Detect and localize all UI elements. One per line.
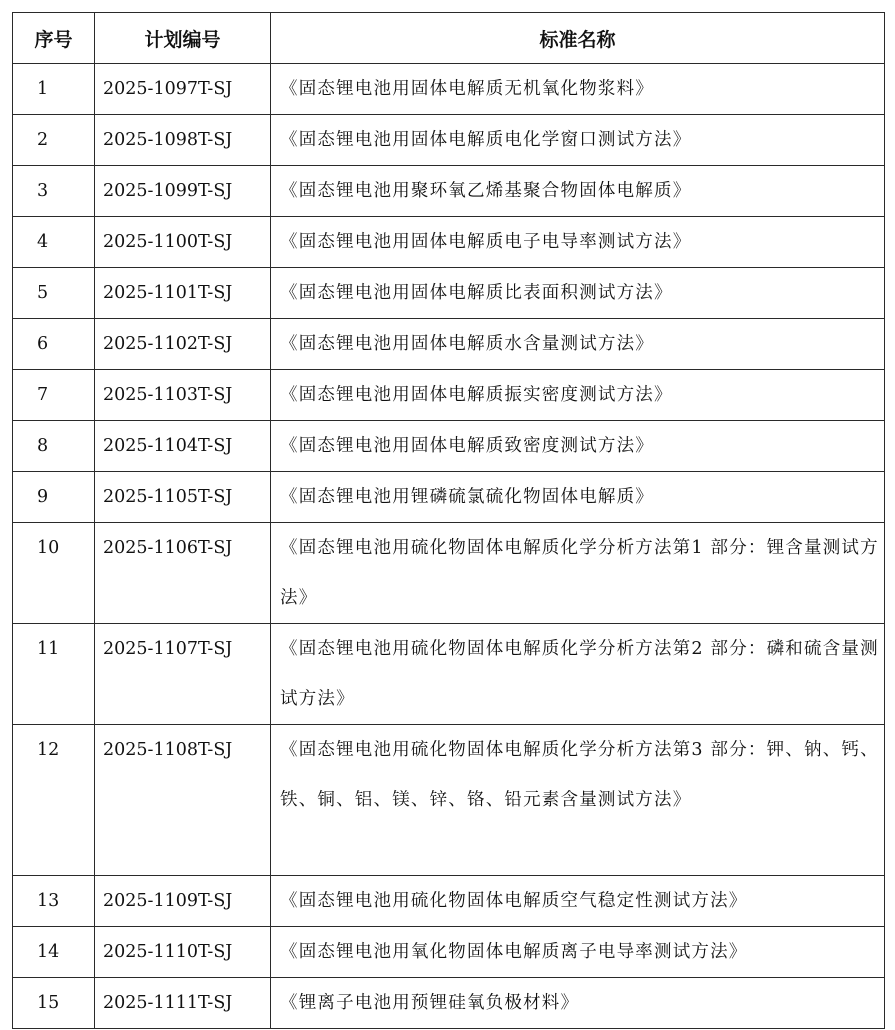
table-row: [13, 624, 885, 725]
standard-name-cell: 《固态锂电池用固体电解质无机氧化物浆料》: [271, 64, 885, 115]
standard-name-cell: 《固态锂电池用硫化物固体电解质化学分析方法第2 部分：磷和硫含量测试方法》: [271, 624, 885, 725]
table-row: [13, 472, 885, 523]
serial-number-cell: 13: [13, 876, 95, 927]
standard-name-cell: 《锂离子电池用预锂硅氧负极材料》: [271, 978, 885, 1029]
plan-number-cell: 2025-1105T-SJ: [95, 472, 271, 523]
table-row: [13, 421, 885, 472]
table-row: [13, 115, 885, 166]
serial-number-cell: 3: [13, 166, 95, 217]
table-row: [13, 319, 885, 370]
serial-number-cell: 12: [13, 725, 95, 876]
standard-name-cell: 《固态锂电池用固体电解质致密度测试方法》: [271, 421, 885, 472]
serial-number-cell: 5: [13, 268, 95, 319]
standard-name-cell: 《固态锂电池用氧化物固体电解质离子电导率测试方法》: [271, 927, 885, 978]
serial-number-cell: 8: [13, 421, 95, 472]
plan-number-cell: 2025-1109T-SJ: [95, 876, 271, 927]
plan-number-cell: 2025-1103T-SJ: [95, 370, 271, 421]
plan-number-cell: 2025-1107T-SJ: [95, 624, 271, 725]
plan-number-cell: 2025-1101T-SJ: [95, 268, 271, 319]
standard-name-cell: 《固态锂电池用硫化物固体电解质空气稳定性测试方法》: [271, 876, 885, 927]
serial-number-cell: 14: [13, 927, 95, 978]
plan-number-cell: 2025-1100T-SJ: [95, 217, 271, 268]
table-row: [13, 725, 885, 876]
header-plan-number: 计划编号: [95, 13, 271, 64]
serial-number-cell: 15: [13, 978, 95, 1029]
header-standard-name: 标准名称: [271, 13, 885, 64]
plan-number-cell: 2025-1098T-SJ: [95, 115, 271, 166]
standard-name-cell: 《固态锂电池用固体电解质电化学窗口测试方法》: [271, 115, 885, 166]
table-row: [13, 166, 885, 217]
table-row: [13, 876, 885, 927]
serial-number-cell: 11: [13, 624, 95, 725]
plan-number-cell: 2025-1102T-SJ: [95, 319, 271, 370]
table-row: [13, 217, 885, 268]
standard-name-cell: 《固态锂电池用固体电解质电子电导率测试方法》: [271, 217, 885, 268]
serial-number-cell: 1: [13, 64, 95, 115]
standard-name-cell: 《固态锂电池用固体电解质振实密度测试方法》: [271, 370, 885, 421]
plan-number-cell: 2025-1108T-SJ: [95, 725, 271, 876]
standard-name-cell: 《固态锂电池用锂磷硫氯硫化物固体电解质》: [271, 472, 885, 523]
table-row: [13, 523, 885, 624]
serial-number-cell: 6: [13, 319, 95, 370]
serial-number-cell: 4: [13, 217, 95, 268]
standards-table: [12, 12, 885, 1029]
header-serial-number: 序号: [13, 13, 95, 64]
table-row: [13, 268, 885, 319]
standard-name-cell: 《固态锂电池用固体电解质水含量测试方法》: [271, 319, 885, 370]
plan-number-cell: 2025-1110T-SJ: [95, 927, 271, 978]
serial-number-cell: 10: [13, 523, 95, 624]
plan-number-cell: 2025-1097T-SJ: [95, 64, 271, 115]
header-row: [13, 13, 885, 64]
serial-number-cell: 2: [13, 115, 95, 166]
plan-number-cell: 2025-1099T-SJ: [95, 166, 271, 217]
plan-number-cell: 2025-1111T-SJ: [95, 978, 271, 1029]
standard-name-cell: 《固态锂电池用硫化物固体电解质化学分析方法第3 部分：钾、钠、钙、铁、铜、铝、镁、锌、铬、铅元素含量测试方法》: [271, 725, 885, 876]
serial-number-cell: 7: [13, 370, 95, 421]
table-row: [13, 370, 885, 421]
standard-name-cell: 《固态锂电池用硫化物固体电解质化学分析方法第1 部分：锂含量测试方法》: [271, 523, 885, 624]
serial-number-cell: 9: [13, 472, 95, 523]
standard-name-cell: 《固态锂电池用固体电解质比表面积测试方法》: [271, 268, 885, 319]
standard-name-cell: 《固态锂电池用聚环氧乙烯基聚合物固体电解质》: [271, 166, 885, 217]
table-row: [13, 64, 885, 115]
table-row: [13, 927, 885, 978]
plan-number-cell: 2025-1106T-SJ: [95, 523, 271, 624]
plan-number-cell: 2025-1104T-SJ: [95, 421, 271, 472]
table-row: [13, 978, 885, 1029]
